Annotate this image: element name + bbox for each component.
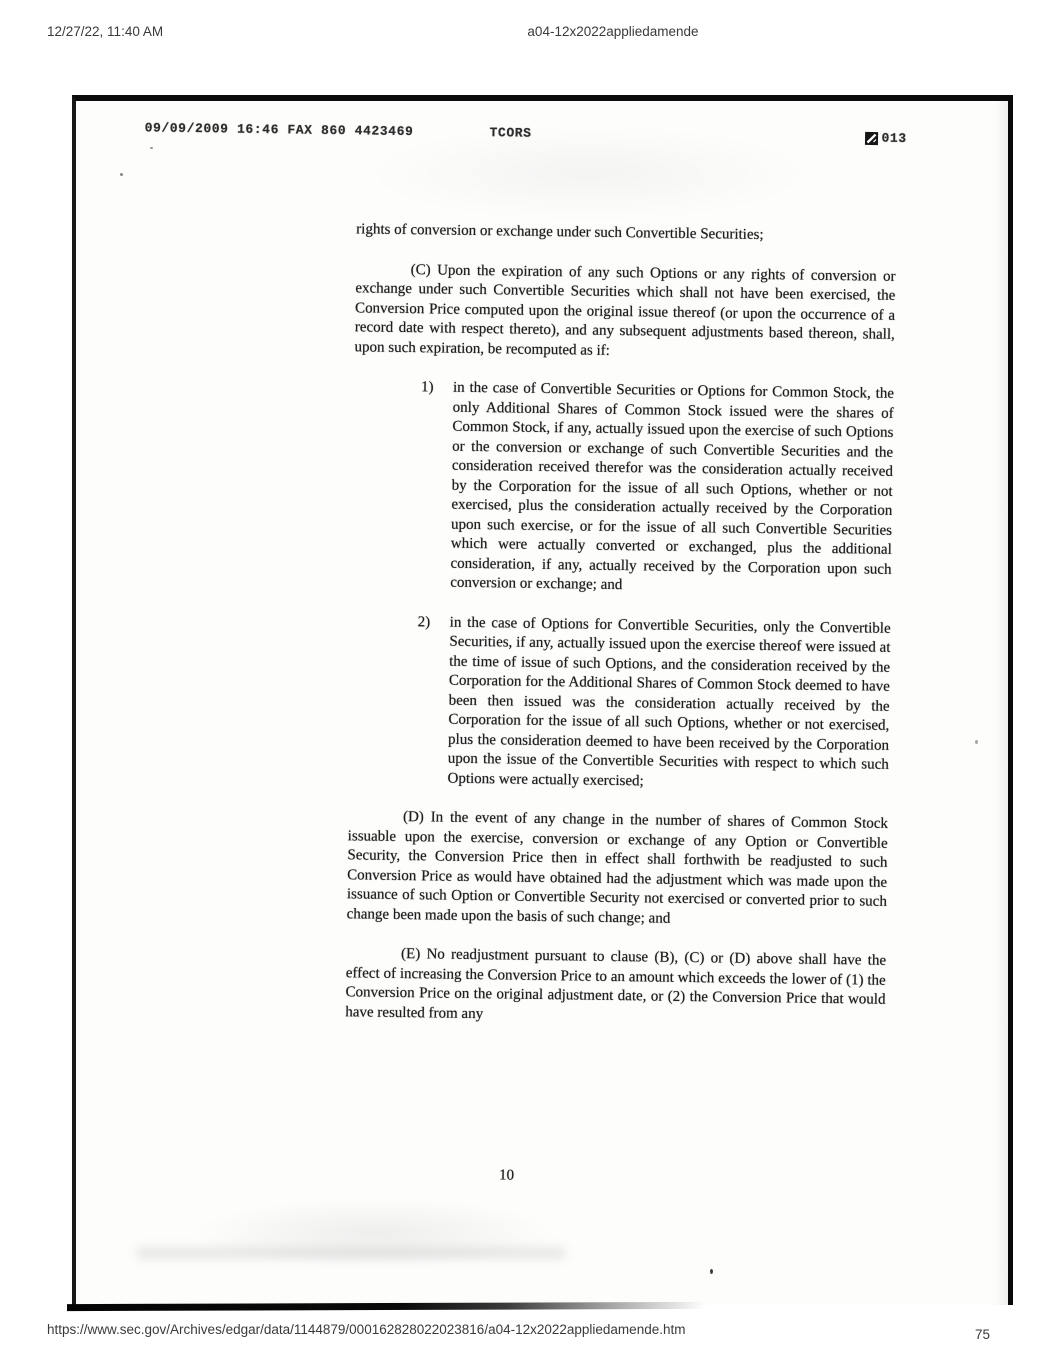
fax-page-count-number: 013 bbox=[881, 130, 907, 146]
list-item-2-marker: 2) bbox=[417, 613, 431, 630]
intro-continuation-line: rights of conversion or exchange under such Convertible Securities; bbox=[356, 221, 764, 244]
scan-speck bbox=[150, 147, 153, 149]
document-text bbox=[345, 220, 896, 1049]
fax-page-icon bbox=[864, 131, 878, 145]
fax-header-sender: TCORS bbox=[489, 125, 532, 141]
print-footer-page-number: 75 bbox=[975, 1327, 991, 1342]
list-item-2 bbox=[417, 613, 891, 795]
fax-header-page-count bbox=[864, 130, 906, 146]
scan-content bbox=[59, 98, 1008, 1315]
list-item-1-text: in the case of Convertible Securities or Options for Common Stock, the only Additional Shares of Common Stock issued were the shares of Common Stock, if any, actually issued upon the exercise of such Options or the conversion or exchange of such Convertible Securities and the consideration received therefor was the consideration actually received by the Corporation for the issue of all such Options, whether or not exercised, plus the consideration actually received by the Corporation upon such exercise, or for the issue of all such Convertible Securities which were actually converted or exchanged, plus the additional consideration, if any, actually received by the Corporation upon such conversion or exchange; and bbox=[450, 379, 895, 594]
fax-header-datetime: 09/09/2009 16:46 FAX 860 4423469 bbox=[144, 120, 414, 140]
print-header-datetime: 12/27/22, 11:40 AM bbox=[47, 24, 164, 39]
list-item-2-text: in the case of Options for Convertible Securities, only the Convertible Securities, if any, actually issued upon the exercise thereof were issued at the time of issue of such Options, and the consideration received by the Corporation for the Additional Shares of Common Stock deemed to have been then issued was the consideration actually received by the Corporation for the issue of all such Options, whether or not exercised, plus the consideration deemed to have been received by the Corporation upon the issue of the Convertible Securities with respect to which such Options were actually exercised; bbox=[447, 614, 891, 789]
scan-speck bbox=[975, 740, 978, 744]
list-item-1-marker: 1) bbox=[420, 379, 434, 396]
paragraph-e: (E) No readjustment pursuant to clause (B), (C) or (D) above shall have the effect of increasing the Conversion Price to an amount which exceeds the lower of (1) the Conversion Price on the original adjustment date, or (2) the Conversion Price that would have resulted from any bbox=[345, 946, 887, 1022]
print-footer-url: https://www.sec.gov/Archives/edgar/data/1144879/000162828022023816/a04-12x2022appliedamende.htm bbox=[47, 1322, 686, 1337]
scan-smudge bbox=[136, 1247, 566, 1259]
print-header-title: a04-12x2022appliedamende bbox=[527, 24, 699, 39]
paragraph-c: (C) Upon the expiration of any such Options or any rights of conversion or exchange under such Convertible Securities which shall not have been exercised, the Conversion Price computed upon the original issue thereof (or upon the occurrence of a record date with respect thereto), and any subsequent adjustments based thereon, shall, upon such expiration, be recomputed as if: bbox=[354, 261, 896, 359]
list-item-1 bbox=[420, 379, 895, 600]
document-page-number: 10 bbox=[498, 1167, 515, 1184]
scan-speck bbox=[710, 1269, 713, 1274]
scanned-document bbox=[72, 95, 1013, 1305]
scan-speck bbox=[120, 173, 123, 176]
paragraph-d: (D) In the event of any change in the number of shares of Common Stock issuable upon the exercise, conversion or exchange of any Option or Convertible Security, the Conversion Price then in effect shall forthwith be readjusted to such Conversion Price as would have obtained had the adjustment which was made upon the issuance of such Option or Convertible Security not exercised or converted prior to such change been made upon the basis of such change; and bbox=[346, 809, 889, 927]
